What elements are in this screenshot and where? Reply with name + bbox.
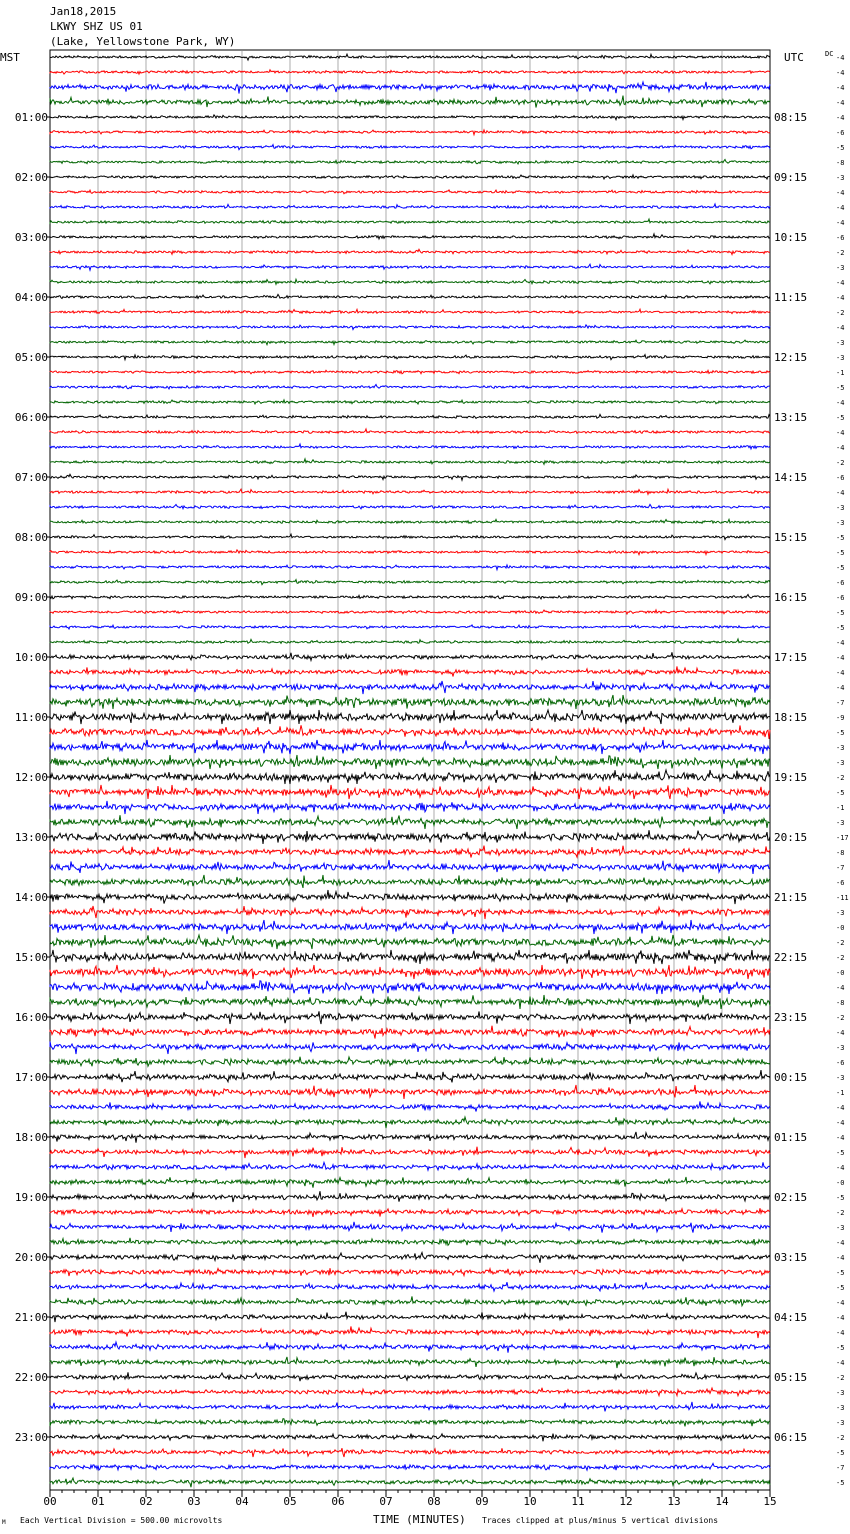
- x-tick-label: 13: [667, 1495, 681, 1508]
- dc-offset-label: -3: [836, 1044, 845, 1052]
- station-label: LKWY SHZ US 01: [50, 20, 143, 33]
- dc-offset-label: -6: [836, 129, 845, 137]
- trace-line: [50, 1268, 770, 1276]
- trace-line: [50, 785, 770, 799]
- dc-offset-label: -4: [836, 1359, 845, 1367]
- x-tick-label: 01: [91, 1495, 105, 1508]
- dc-offset-label: -3: [836, 1389, 845, 1397]
- x-tick-label: 04: [235, 1495, 249, 1508]
- trace-line: [50, 1253, 770, 1263]
- hour-label-left: 15:00: [14, 951, 48, 964]
- dc-offset-label: -8: [836, 999, 845, 1007]
- dc-offset-label: -3: [836, 1224, 845, 1232]
- x-tick-label: 09: [475, 1495, 489, 1508]
- dc-offset-label: -0: [836, 969, 845, 977]
- dc-offset-label: -8: [836, 849, 845, 857]
- date-label: Jan18,2015: [50, 5, 117, 18]
- x-axis-title: TIME (MINUTES): [373, 1513, 466, 1526]
- dc-offset-label: -4: [836, 1029, 845, 1037]
- corner-mark: M: [2, 1519, 6, 1526]
- trace-line: [50, 950, 770, 964]
- hour-label-right: 20:15: [774, 831, 808, 844]
- dc-offset-label: -3: [836, 1404, 845, 1412]
- trace-line: [50, 1011, 770, 1024]
- trace-line: [50, 1026, 770, 1039]
- dc-offset-label: -5: [836, 609, 845, 617]
- trace-line: [50, 370, 770, 374]
- dc-offset-label: -3: [836, 264, 845, 272]
- trace-line: [50, 1388, 770, 1396]
- dc-offset-label: -11: [836, 894, 849, 902]
- trace-line: [50, 1191, 770, 1202]
- trace-line: [50, 755, 770, 769]
- dc-offset-label: -5: [836, 144, 845, 152]
- hour-label-left: 10:00: [14, 651, 48, 664]
- dc-offset-label: -3: [836, 744, 845, 752]
- trace-line: [50, 995, 770, 1009]
- hour-label-right: 03:15: [774, 1251, 808, 1264]
- dc-offset-label: -3: [836, 339, 845, 347]
- trace-line: [50, 54, 770, 60]
- trace-line: [50, 652, 770, 660]
- trace-line: [50, 459, 770, 464]
- trace-line: [50, 639, 770, 644]
- dc-offset-label: -1: [836, 1089, 845, 1097]
- dc-offset-label: -4: [836, 69, 845, 77]
- trace-line: [50, 1132, 770, 1143]
- trace-line: [50, 565, 770, 570]
- trace-line: [50, 1117, 770, 1128]
- trace-line: [50, 550, 770, 555]
- trace-line: [50, 1434, 770, 1442]
- trace-line: [50, 444, 770, 449]
- trace-line: [50, 890, 770, 904]
- trace-line: [50, 279, 770, 284]
- trace-line: [50, 965, 770, 979]
- hour-label-left: 17:00: [14, 1071, 48, 1084]
- dc-offset-label: -7: [836, 1464, 845, 1472]
- dc-offset-label: -5: [836, 1284, 845, 1292]
- hour-label-right: 18:15: [774, 711, 808, 724]
- dc-offset-label: -4: [836, 294, 845, 302]
- trace-line: [50, 1312, 770, 1322]
- hour-label-right: 06:15: [774, 1431, 808, 1444]
- trace-line: [50, 1463, 770, 1470]
- dc-offset-label: -5: [836, 384, 845, 392]
- trace-line: [50, 355, 770, 360]
- dc-offset-label: -6: [836, 1059, 845, 1067]
- trace-line: [50, 96, 770, 108]
- dc-offset-label: -5: [836, 564, 845, 572]
- trace-line: [50, 219, 770, 223]
- trace-line: [50, 1222, 770, 1233]
- trace-line: [50, 414, 770, 418]
- trace-line: [50, 1238, 770, 1246]
- trace-line: [50, 610, 770, 614]
- dc-offset-label: -7: [836, 864, 845, 872]
- dc-offset-label: -4: [836, 1104, 845, 1112]
- trace-line: [50, 981, 770, 994]
- hour-label-right: 05:15: [774, 1371, 808, 1384]
- dc-offset-label: -6: [836, 879, 845, 887]
- dc-offset-label: -6: [836, 474, 845, 482]
- hour-label-left: 03:00: [14, 231, 48, 244]
- dc-offset-label: -4: [836, 219, 845, 227]
- dc-offset-label: -3: [836, 1074, 845, 1082]
- x-tick-label: 07: [379, 1495, 393, 1508]
- trace-line: [50, 264, 770, 270]
- trace-line: [50, 1282, 770, 1291]
- x-tick-label: 08: [427, 1495, 441, 1508]
- dc-offset-label: -5: [836, 789, 845, 797]
- dc-offset-label: -5: [836, 1479, 845, 1487]
- x-tick-label: 03: [187, 1495, 201, 1508]
- trace-line: [50, 400, 770, 404]
- trace-line: [50, 801, 770, 814]
- x-tick-label: 12: [619, 1495, 633, 1508]
- hour-label-left: 22:00: [14, 1371, 48, 1384]
- trace-line: [50, 429, 770, 433]
- trace-line: [50, 1478, 770, 1487]
- dc-offset-label: -4: [836, 114, 845, 122]
- hour-label-right: 14:15: [774, 471, 808, 484]
- dc-offset-label: -5: [836, 1149, 845, 1157]
- x-tick-label: 05: [283, 1495, 297, 1508]
- x-tick-label: 02: [139, 1495, 153, 1508]
- dc-offset-label: -2: [836, 249, 845, 257]
- dc-label: DC: [825, 50, 834, 58]
- x-tick-label: 00: [43, 1495, 57, 1508]
- dc-offset-label: -6: [836, 594, 845, 602]
- dc-offset-label: -7: [836, 699, 845, 707]
- dc-offset-label: -4: [836, 279, 845, 287]
- trace-line: [50, 1177, 770, 1188]
- dc-offset-label: -4: [836, 444, 845, 452]
- right-zone-label: UTC: [784, 51, 804, 64]
- dc-offset-label: -0: [836, 1179, 845, 1187]
- x-tick-label: 11: [571, 1495, 585, 1508]
- trace-line: [50, 1342, 770, 1353]
- dc-offset-label: -4: [836, 1119, 845, 1127]
- x-tick-label: 14: [715, 1495, 729, 1508]
- trace-line: [50, 325, 770, 330]
- hour-label-left: 05:00: [14, 351, 48, 364]
- dc-offset-label: -2: [836, 1374, 845, 1382]
- hour-label-right: 22:15: [774, 951, 808, 964]
- trace-line: [50, 846, 770, 858]
- dc-offset-label: -4: [836, 654, 845, 662]
- dc-offset-label: -4: [836, 669, 845, 677]
- trace-line: [50, 130, 770, 135]
- hour-label-right: 04:15: [774, 1311, 808, 1324]
- trace-line: [50, 1402, 770, 1412]
- dc-offset-label: -2: [836, 1434, 845, 1442]
- trace-line: [50, 204, 770, 209]
- trace-line: [50, 1372, 770, 1381]
- scale-note: Each Vertical Division = 500.00 microvolts: [20, 1516, 223, 1525]
- dc-offset-label: -4: [836, 324, 845, 332]
- dc-offset-label: -2: [836, 459, 845, 467]
- trace-line: [50, 309, 770, 313]
- trace-line: [50, 1208, 770, 1217]
- trace-line: [50, 175, 770, 179]
- dc-offset-label: -2: [836, 939, 845, 947]
- trace-line: [50, 145, 770, 150]
- dc-offset-label: -4: [836, 684, 845, 692]
- dc-offset-label: -5: [836, 1449, 845, 1457]
- x-tick-label: 15: [763, 1495, 777, 1508]
- hour-label-left: 19:00: [14, 1191, 48, 1204]
- trace-line: [50, 725, 770, 739]
- dc-offset-label: -4: [836, 189, 845, 197]
- hour-label-left: 20:00: [14, 1251, 48, 1264]
- trace-line: [50, 489, 770, 494]
- hour-label-right: 21:15: [774, 891, 808, 904]
- dc-offset-label: -5: [836, 549, 845, 557]
- dc-offset-label: -0: [836, 924, 845, 932]
- x-tick-label: 06: [331, 1495, 345, 1508]
- trace-line: [50, 115, 770, 120]
- hour-label-right: 11:15: [774, 291, 808, 304]
- dc-offset-label: -4: [836, 1134, 845, 1142]
- dc-offset-label: -4: [836, 1329, 845, 1337]
- hour-label-left: 14:00: [14, 891, 48, 904]
- dc-offset-label: -5: [836, 534, 845, 542]
- hour-label-left: 09:00: [14, 591, 48, 604]
- trace-line: [50, 580, 770, 585]
- hour-label-left: 07:00: [14, 471, 48, 484]
- dc-offset-label: -4: [836, 399, 845, 407]
- dc-offset-label: -4: [836, 99, 845, 107]
- trace-line: [50, 234, 770, 239]
- trace-line: [50, 1042, 770, 1055]
- dc-offset-label: -4: [836, 204, 845, 212]
- hour-label-right: 12:15: [774, 351, 808, 364]
- trace-line: [50, 294, 770, 298]
- dc-offset-label: -3: [836, 819, 845, 827]
- clip-note: Traces clipped at plus/minus 5 vertical divisions: [482, 1516, 719, 1525]
- dc-offset-label: -4: [836, 429, 845, 437]
- hour-label-right: 13:15: [774, 411, 808, 424]
- dc-offset-label: -2: [836, 954, 845, 962]
- hour-label-right: 23:15: [774, 1011, 808, 1024]
- dc-offset-label: -5: [836, 1344, 845, 1352]
- dc-offset-label: -4: [836, 1164, 845, 1172]
- trace-line: [50, 681, 770, 694]
- dc-offset-label: -5: [836, 1269, 845, 1277]
- left-zone-label: MST: [0, 51, 20, 64]
- dc-offset-label: -8: [836, 159, 845, 167]
- trace-line: [50, 82, 770, 94]
- hour-label-right: 16:15: [774, 591, 808, 604]
- trace-line: [50, 160, 770, 164]
- dc-offset-label: -6: [836, 234, 845, 242]
- trace-line: [50, 666, 770, 676]
- dc-offset-label: -17: [836, 834, 849, 842]
- dc-offset-label: -3: [836, 519, 845, 527]
- dc-offset-label: -2: [836, 1014, 845, 1022]
- dc-offset-label: -3: [836, 909, 845, 917]
- hour-label-right: 09:15: [774, 171, 808, 184]
- trace-line: [50, 1419, 770, 1427]
- hour-label-left: 11:00: [14, 711, 48, 724]
- hour-label-right: 02:15: [774, 1191, 808, 1204]
- trace-line: [50, 710, 770, 724]
- dc-offset-label: -4: [836, 1239, 845, 1247]
- trace-line: [50, 474, 770, 480]
- dc-offset-label: -6: [836, 579, 845, 587]
- trace-line: [50, 815, 770, 829]
- x-tick-label: 10: [523, 1495, 537, 1508]
- trace-line: [50, 830, 770, 844]
- trace-line: [50, 920, 770, 934]
- dc-offset-label: -4: [836, 639, 845, 647]
- hour-label-right: 17:15: [774, 651, 808, 664]
- hour-label-right: 19:15: [774, 771, 808, 784]
- trace-line: [50, 504, 770, 509]
- trace-line: [50, 1147, 770, 1158]
- hour-label-right: 01:15: [774, 1131, 808, 1144]
- trace-line: [50, 190, 770, 194]
- dc-offset-label: -2: [836, 309, 845, 317]
- hour-label-left: 12:00: [14, 771, 48, 784]
- dc-offset-label: -4: [836, 1314, 845, 1322]
- dc-offset-label: -2: [836, 774, 845, 782]
- dc-offset-label: -5: [836, 414, 845, 422]
- dc-offset-label: -4: [836, 84, 845, 92]
- trace-line: [50, 1296, 770, 1305]
- dc-offset-label: -5: [836, 1194, 845, 1202]
- hour-label-right: 08:15: [774, 111, 808, 124]
- hour-label-right: 00:15: [774, 1071, 808, 1084]
- trace-line: [50, 860, 770, 874]
- hour-label-left: 16:00: [14, 1011, 48, 1024]
- trace-line: [50, 1357, 770, 1368]
- trace-line: [50, 1101, 770, 1111]
- dc-offset-label: -4: [836, 1254, 845, 1262]
- hour-label-left: 18:00: [14, 1131, 48, 1144]
- dc-offset-label: -3: [836, 354, 845, 362]
- trace-line: [50, 695, 770, 709]
- trace-line: [50, 534, 770, 539]
- trace-line: [50, 875, 770, 888]
- trace-line: [50, 740, 770, 754]
- hour-label-left: 21:00: [14, 1311, 48, 1324]
- dc-offset-label: -4: [836, 54, 845, 62]
- trace-line: [50, 519, 770, 523]
- trace-line: [50, 1057, 770, 1067]
- dc-offset-label: -3: [836, 759, 845, 767]
- trace-line: [50, 1085, 770, 1099]
- trace-line: [50, 385, 770, 389]
- trace-line: [50, 1162, 770, 1170]
- hour-label-right: 15:15: [774, 531, 808, 544]
- trace-line: [50, 595, 770, 599]
- dc-offset-label: -3: [836, 504, 845, 512]
- trace-line: [50, 906, 770, 919]
- dc-offset-label: -1: [836, 369, 845, 377]
- hour-label-right: 10:15: [774, 231, 808, 244]
- dc-offset-label: -4: [836, 1299, 845, 1307]
- hour-label-left: 13:00: [14, 831, 48, 844]
- dc-offset-label: -4: [836, 984, 845, 992]
- hour-label-left: 01:00: [14, 111, 48, 124]
- dc-offset-label: -3: [836, 174, 845, 182]
- dc-offset-label: -1: [836, 804, 845, 812]
- hour-label-left: 23:00: [14, 1431, 48, 1444]
- hour-label-left: 02:00: [14, 171, 48, 184]
- dc-offset-label: -5: [836, 729, 845, 737]
- trace-line: [50, 70, 770, 74]
- trace-line: [50, 935, 770, 949]
- trace-line: [50, 1448, 770, 1457]
- hour-label-left: 04:00: [14, 291, 48, 304]
- dc-offset-label: -2: [836, 1209, 845, 1217]
- dc-offset-label: -9: [836, 714, 845, 722]
- hour-label-left: 06:00: [14, 411, 48, 424]
- dc-offset-label: -4: [836, 489, 845, 497]
- hour-label-left: 08:00: [14, 531, 48, 544]
- trace-line: [50, 1326, 770, 1338]
- dc-offset-label: -3: [836, 1419, 845, 1427]
- trace-line: [50, 770, 770, 784]
- trace-line: [50, 249, 770, 254]
- location-label: (Lake, Yellowstone Park, WY): [50, 35, 236, 48]
- dc-offset-label: -5: [836, 624, 845, 632]
- trace-line: [50, 625, 770, 629]
- trace-line: [50, 1070, 770, 1082]
- trace-line: [50, 340, 770, 345]
